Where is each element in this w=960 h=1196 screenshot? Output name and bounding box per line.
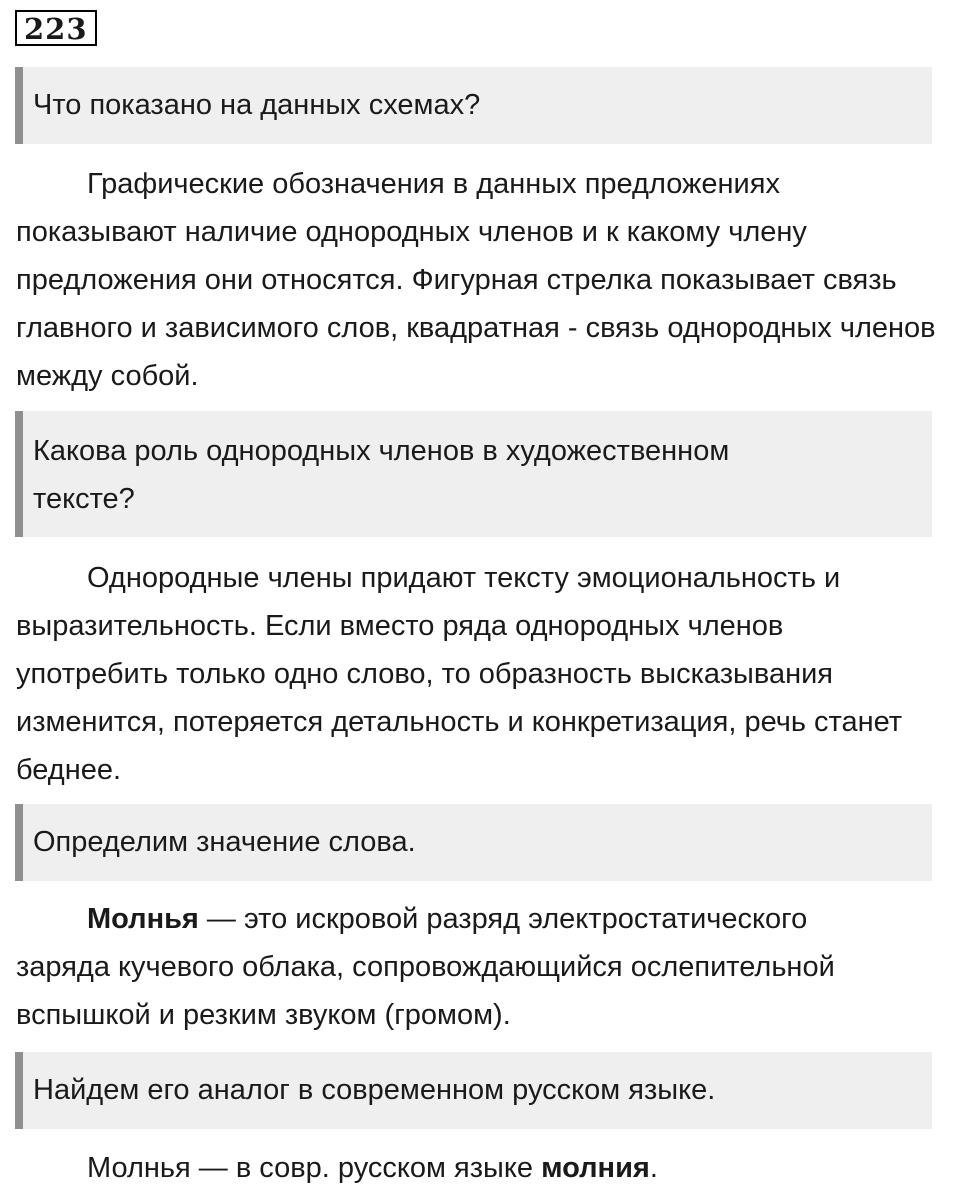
answer-paragraph: Графические обозначения в данных предложениях показывают наличие однородных членов и к какому члену предложения они относятся. Фигурная стрелка показывает связь главного и зависимого слов, квадратная - связь однородных членов между собой.: [16, 168, 936, 392]
term-bold: молния: [541, 1152, 650, 1184]
question-block: Определим значение слова.: [15, 804, 932, 881]
answer-paragraph: Однородные члены придают тексту эмоциональность и выразительность. Если вместо ряда однородных членов употребить только одно слово, то образность высказывания изменится, потеряется детальность и конкретизация, речь станет беднее.: [16, 562, 903, 786]
question-block: Что показано на данных схемах?: [15, 67, 932, 144]
answer-paragraph: [16, 895, 940, 1039]
answer-paragraph: [16, 1144, 940, 1192]
task-number: 223: [15, 10, 97, 46]
answer-suffix: .: [649, 1152, 658, 1184]
term-bold: Молнья: [87, 903, 199, 935]
question-block: Найдем его аналог в современном русском языке.: [15, 1052, 932, 1129]
answer-prefix: Молнья — в совр. русском языке: [87, 1152, 542, 1184]
definition-text: — это искровой разряд электростатического заряда кучевого облака, сопровождающийся ослепительной вспышкой и резким звуком (громом).: [16, 903, 835, 1031]
question-block: Какова роль однородных членов в художественном тексте?: [15, 411, 932, 537]
